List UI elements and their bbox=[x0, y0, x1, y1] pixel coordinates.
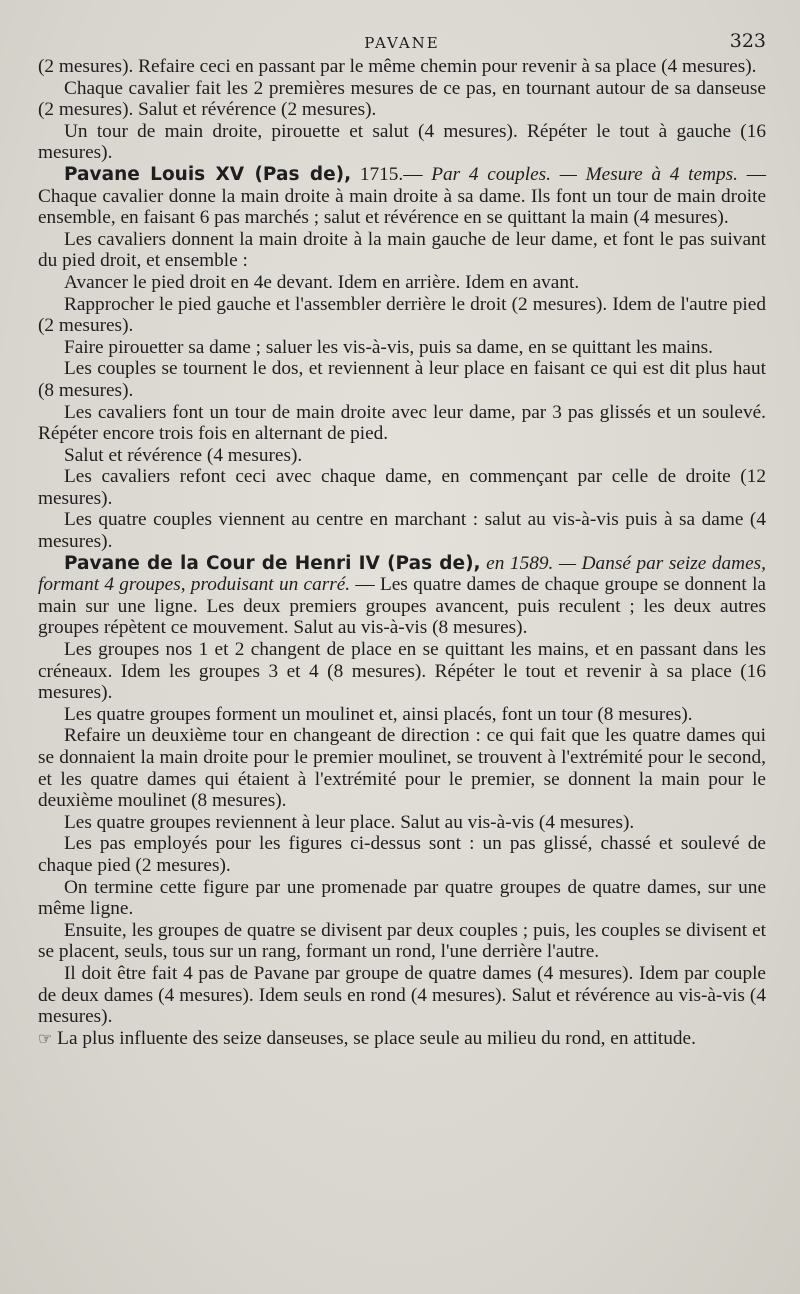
entry-pavane-henri-iv bbox=[38, 553, 766, 639]
paragraph: Il doit être fait 4 pas de Pavane par groupe de quatre dames (4 mesures). Idem par couple de deux dames (4 mesures). Idem seuls en rond (4 mesures). Salut et révérence au vis-à-vis (4 mesures). bbox=[38, 962, 766, 1028]
running-title: PAVANE bbox=[364, 34, 440, 52]
entry-heading: Pavane Louis XV (Pas de), bbox=[64, 163, 352, 185]
paragraph: Salut et révérence (4 mesures). bbox=[64, 444, 303, 466]
entry-text: — Les quatre dames de chaque groupe se donnent la main sur une ligne. Les deux premiers groupes avancent, puis reculent ; les deux autres groupes répètent ce mouvement. Salut au vis-à-vis (8 mesures). bbox=[38, 574, 766, 639]
paragraph: Les pas employés pour les figures ci-dessus sont : un pas glissé, chassé et soulevé de chaque pied (2 mesures). bbox=[38, 833, 766, 876]
paragraph: Un tour de main droite, pirouette et salut (4 mesures). Répéter le tout à gauche (16 mesures). bbox=[38, 120, 766, 164]
final-note-text: La plus influente des seize danseuses, se place seule au milieu du rond, en attitude. bbox=[57, 1027, 696, 1049]
paragraph: Les cavaliers donnent la main droite à la main gauche de leur dame, et font le pas suivant du pied droit, et ensemble : bbox=[38, 228, 766, 272]
paragraph: Les cavaliers refont ceci avec chaque dame, en commençant par celle de droite (12 mesures). bbox=[38, 466, 766, 509]
paragraph: Les groupes nos 1 et 2 changent de place en se quittant les mains, et en passant dans les créneaux. Idem les groupes 3 et 4 (8 mesures). Répéter le tout et revenir à sa place (16 mesures). bbox=[38, 639, 766, 704]
paragraph: On termine cette figure par une promenade par quatre groupes de quatre dames, sur une même ligne. bbox=[38, 876, 766, 920]
paragraph: Refaire un deuxième tour en changeant de direction : ce qui fait que les quatre dames qui se donnaient la main droite pour le premier moulinet, se trouvent à l'extrémité pour le second, et les quatre dames qui étaient à l'extrémité pour le premier, se donnent la main pour le deuxième moulinet (8 mesures). bbox=[38, 725, 766, 812]
entry-subtitle: en 1589. — Dansé par seize dames, formant 4 groupes, produisant un carré. bbox=[38, 552, 766, 596]
entry-pavane-louis-xv bbox=[38, 164, 766, 229]
paragraph: Faire pirouetter sa dame ; saluer les vis-à-vis, puis sa dame, en se quittant les mains. bbox=[64, 336, 713, 358]
page-number: 323 bbox=[729, 30, 766, 52]
paragraph: Les couples se tournent le dos, et reviennent à leur place en faisant ce qui est dit plus haut (8 mesures). bbox=[38, 358, 766, 401]
paragraph: Rapprocher le pied gauche et l'assembler derrière le droit (2 mesures). Idem de l'autre pied (2 mesures). bbox=[38, 293, 766, 337]
pointing-hand-icon: ☞ bbox=[38, 1030, 53, 1048]
entry-subtitle: Par 4 couples. — Mesure à 4 temps. bbox=[431, 163, 738, 185]
paragraph: Chaque cavalier fait les 2 premières mesures de ce pas, en tournant autour de sa danseuse (2 mesures). Salut et révérence (2 mesures). bbox=[38, 77, 766, 121]
entry-heading: Pavane de la Cour de Henri IV (Pas de), bbox=[64, 552, 481, 574]
paragraph: Les cavaliers font un tour de main droite avec leur dame, par 3 pas glissés et un soulevé. Répéter encore trois fois en alternant de pied. bbox=[38, 401, 766, 445]
paragraph: Ensuite, les groupes de quatre se divisent par deux couples ; puis, les couples se divisent et se placent, seuls, tous sur un rang, formant un rond, l'une derrière l'autre. bbox=[38, 919, 766, 963]
running-head bbox=[38, 30, 766, 56]
entry-date: 1715.— bbox=[351, 163, 432, 185]
body-text bbox=[38, 56, 766, 1050]
entry-text: — Chaque cavalier donne la main droite à main droite à sa dame. Ils font un tour de main droite ensemble, en faisant 6 pas marchés ; salut et révérence en se quittant la main (4 mesures). bbox=[38, 163, 766, 229]
paragraph: (2 mesures). Refaire ceci en passant par le même chemin pour revenir à sa place (4 mesures). bbox=[38, 56, 757, 77]
paragraph: Les quatre couples viennent au centre en marchant : salut au vis-à-vis puis à sa dame (4 mesures). bbox=[38, 509, 766, 553]
paragraph: Avancer le pied droit en 4e devant. Idem en arrière. Idem en avant. bbox=[64, 271, 580, 293]
final-note bbox=[38, 1028, 766, 1051]
paragraph: Les quatre groupes reviennent à leur place. Salut au vis-à-vis (4 mesures). bbox=[64, 811, 635, 833]
paragraph: Les quatre groupes forment un moulinet et, ainsi placés, font un tour (8 mesures). bbox=[64, 703, 693, 725]
